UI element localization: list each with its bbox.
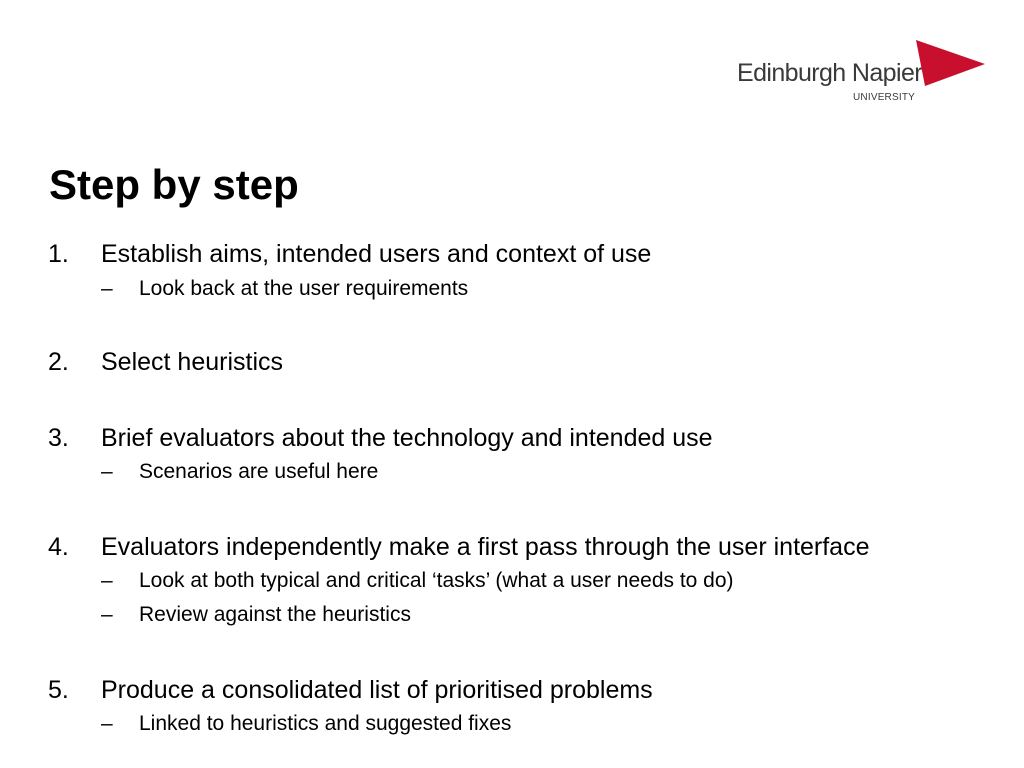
slide-title: Step by step [49, 161, 299, 208]
sub-item-text: Look at both typical and critical ‘tasks’ (what a user needs to do) [139, 569, 734, 592]
step-text: Evaluators independently make a first pass through the user interface [101, 533, 870, 561]
logo-subtitle: UNIVERSITY [853, 92, 916, 103]
step-number: 3. [48, 424, 69, 452]
step-text: Produce a consolidated list of prioritised problems [101, 676, 653, 704]
logo-name: Edinburgh Napier [737, 59, 922, 87]
step-number: 4. [48, 533, 69, 561]
sub-item-marker: – [101, 460, 113, 483]
step-number: 5. [48, 676, 69, 704]
sub-item-marker: – [101, 277, 113, 300]
sub-item-text: Linked to heuristics and suggested fixes [139, 712, 512, 735]
step-number: 2. [48, 348, 69, 376]
sub-item-text: Scenarios are useful here [139, 460, 379, 483]
step-text: Establish aims, intended users and context of use [101, 240, 652, 268]
step-number: 1. [48, 240, 69, 268]
sub-item-text: Review against the heuristics [139, 603, 411, 626]
sub-item-marker: – [101, 603, 113, 626]
sub-item-marker: – [101, 712, 113, 735]
step-text: Brief evaluators about the technology and intended use [101, 424, 713, 452]
sub-item-text: Look back at the user requirements [139, 277, 469, 300]
step-text: Select heuristics [101, 348, 284, 376]
sub-item-marker: – [101, 569, 113, 592]
